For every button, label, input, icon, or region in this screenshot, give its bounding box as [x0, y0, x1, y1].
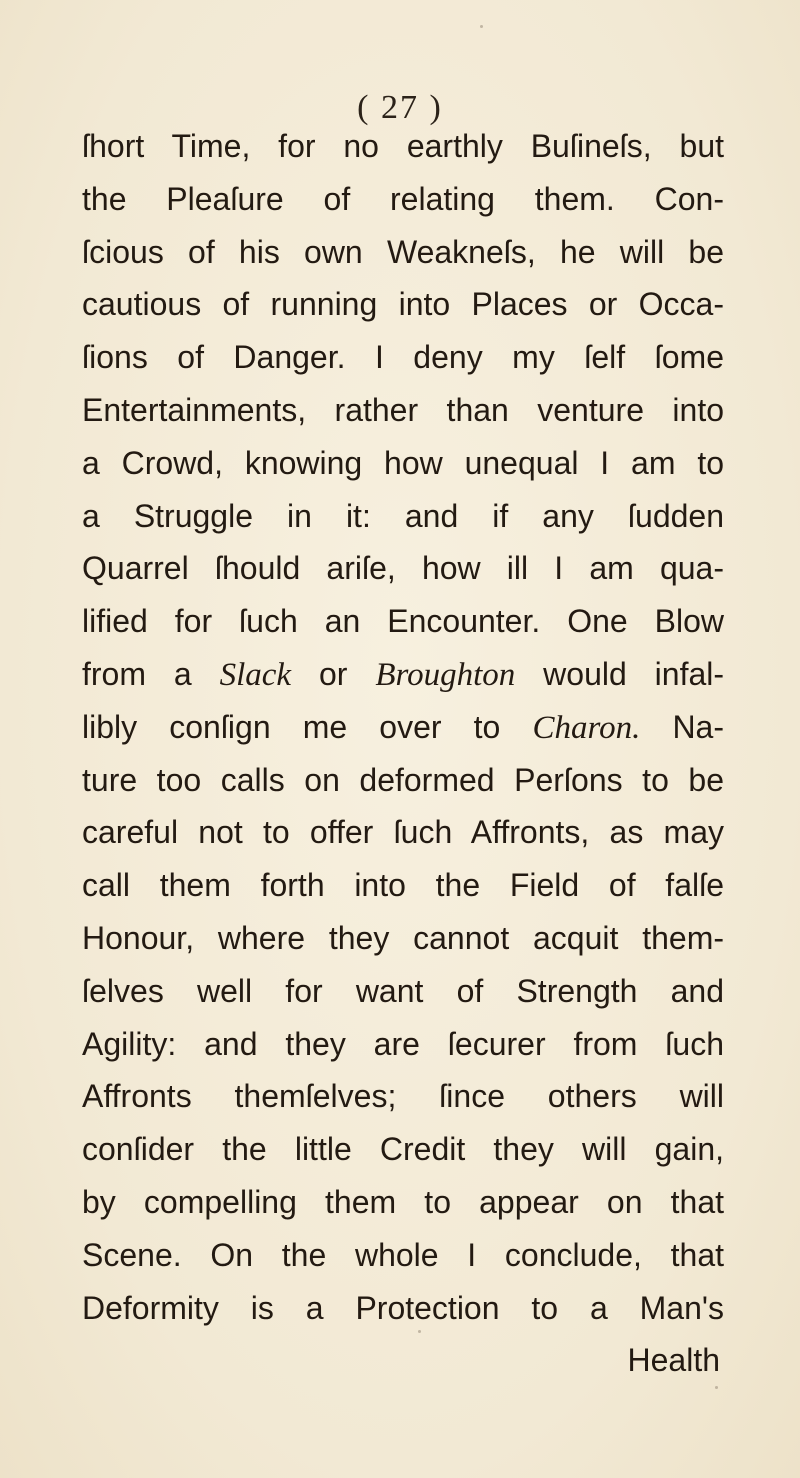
text-line	[82, 173, 724, 226]
catchword	[82, 1334, 724, 1387]
text-run: by compelling them to appear on that	[82, 1183, 724, 1220]
italic-name-charon: Charon.	[532, 709, 641, 746]
text-line	[82, 226, 724, 279]
text-run: Health	[627, 1342, 720, 1379]
text-line	[82, 542, 724, 595]
text-line	[82, 384, 724, 437]
text-run: Affronts themſelves; ſince others will	[82, 1078, 724, 1115]
body-text	[82, 120, 724, 1387]
text-line	[82, 1229, 724, 1282]
text-run: Honour, where they cannot acquit them-	[82, 919, 724, 956]
text-line	[82, 331, 724, 384]
text-line	[82, 1070, 724, 1123]
text-run: ſcious of his own Weakneſs, he will be	[82, 233, 724, 270]
paper-speck	[715, 1386, 718, 1389]
text-run: conſider the little Credit they will gain,	[82, 1131, 724, 1168]
text-line	[82, 437, 724, 490]
text-line	[82, 1018, 724, 1071]
text-run: cautious of running into Places or Occa-	[82, 286, 724, 323]
paper-speck	[418, 1330, 421, 1333]
text-run: from a	[82, 655, 220, 692]
text-line	[82, 806, 724, 859]
text-line	[82, 1282, 724, 1335]
text-line	[82, 490, 724, 543]
text-line	[82, 1176, 724, 1229]
text-run: careful not to offer ſuch Affronts, as may	[82, 814, 724, 851]
text-line	[82, 1123, 724, 1176]
text-run: Scene. On the whole I conclude, that	[82, 1236, 724, 1273]
text-run: a Crowd, knowing how unequal I am to	[82, 444, 724, 481]
text-run: ſelves well for want of Strength and	[82, 972, 724, 1009]
text-run: Agility: and they are ſecurer from ſuch	[82, 1025, 724, 1062]
text-line	[82, 701, 724, 754]
text-run: call them forth into the Field of falſe	[82, 867, 724, 904]
text-line	[82, 595, 724, 648]
page-number: ( 27 )	[357, 89, 443, 126]
text-run: would infal-	[515, 655, 724, 692]
text-line	[82, 120, 724, 173]
italic-name-broughton: Broughton	[375, 656, 516, 693]
text-run: or	[291, 655, 376, 692]
text-run: Deformity is a Protection to a Man's	[82, 1289, 724, 1326]
text-run: a Struggle in it: and if any ſudden	[82, 497, 724, 534]
text-run: ſions of Danger. I deny my ſelf ſome	[82, 339, 724, 376]
text-line	[82, 965, 724, 1018]
text-run: ſhort Time, for no earthly Buſineſs, but	[82, 128, 724, 164]
text-line	[82, 754, 724, 807]
text-run: Na-	[640, 708, 724, 745]
paper-speck	[480, 25, 483, 28]
text-run: ture too calls on deformed Perſons to be	[82, 761, 724, 798]
text-run: lified for ſuch an Encounter. One Blow	[82, 603, 724, 640]
text-line	[82, 859, 724, 912]
text-line	[82, 648, 724, 701]
text-run: libly conſign me over to	[82, 708, 533, 745]
text-line	[82, 912, 724, 965]
text-run: Entertainments, rather than venture into	[82, 391, 724, 428]
text-run: Quarrel ſhould ariſe, how ill I am qua-	[82, 550, 724, 587]
italic-name-slack: Slack	[219, 656, 292, 693]
text-line	[82, 278, 724, 331]
text-run: the Pleaſure of relating them. Con-	[82, 180, 724, 217]
